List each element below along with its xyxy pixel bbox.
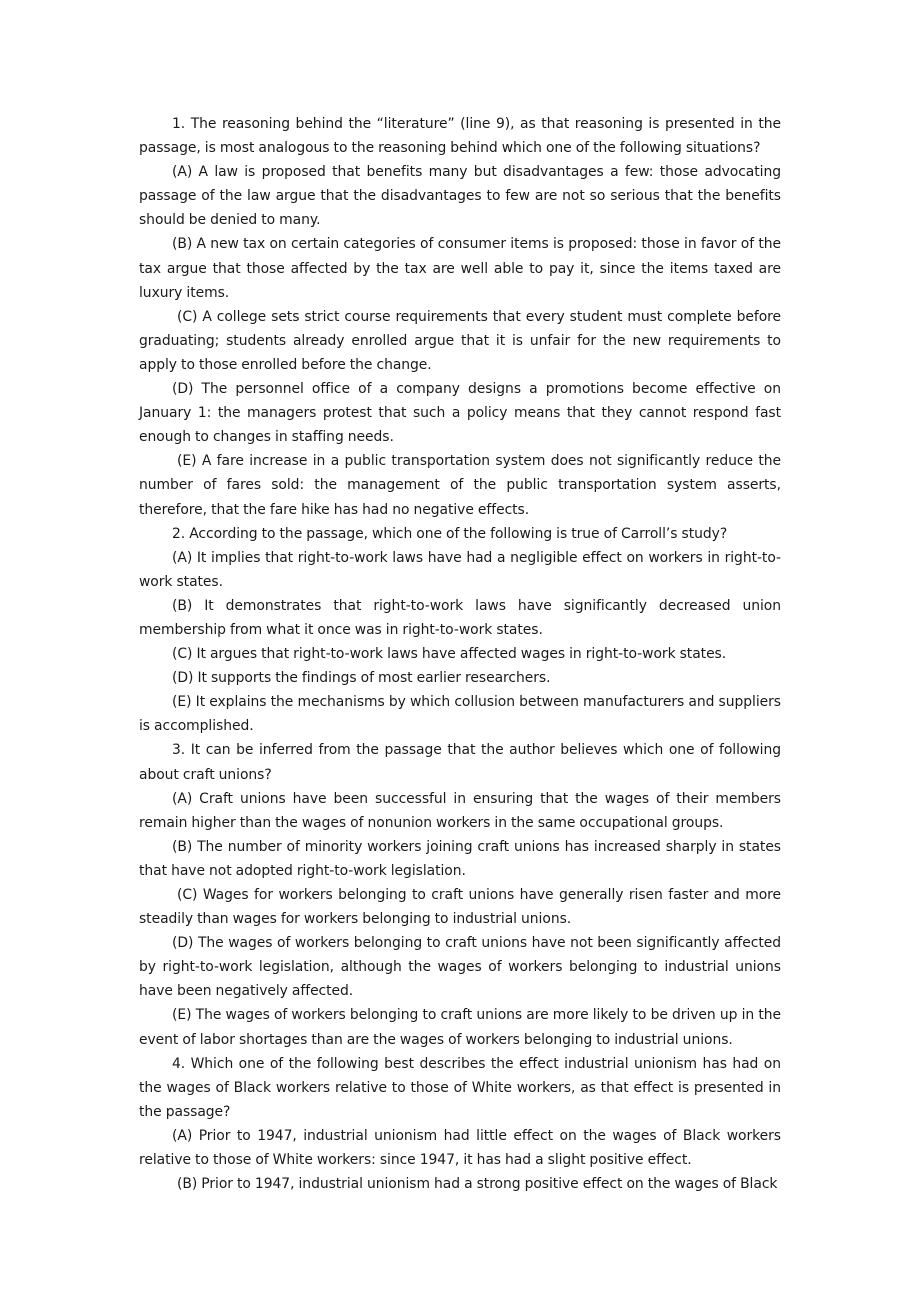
question-1-option-a: (A) A law is proposed that benefits many but disadvantages a few: those advocating passage of the law argue that the disadvantages to few are not so serious that the benefits should be denied to many. bbox=[139, 164, 781, 229]
question-1-option-c: (C) A college sets strict course requirements that every student must complete before graduating; students already enrolled argue that it is unfair for the new requirements to apply to those enrolled before the change. bbox=[139, 308, 781, 373]
question-3-option-d: (D) The wages of workers belonging to craft unions have not been significantly affected by right-to-work legislation, although the wages of workers belonging to industrial unions have been negatively affected. bbox=[139, 935, 781, 1000]
question-3-option-b: (B) The number of minority workers joining craft unions has increased sharply in states that have not adopted right-to-work legislation. bbox=[139, 838, 781, 879]
question-1-option-d: (D) The personnel office of a company designs a promotions become effective on January 1: the managers protest that such a policy means that they cannot respond fast enough to changes in staffing needs. bbox=[139, 381, 781, 446]
question-2-option-e: (E) It explains the mechanisms by which collusion between manufacturers and suppliers is accomplished. bbox=[139, 694, 781, 735]
question-1-option-b: (B) A new tax on certain categories of consumer items is proposed: those in favor of the tax argue that those affected by the tax are well able to pay it, since the items taxed are luxury items. bbox=[139, 236, 781, 301]
question-2-option-d: (D) It supports the findings of most earlier researchers. bbox=[172, 670, 551, 687]
question-3-option-c: (C) Wages for workers belonging to craft unions have generally risen faster and more steadily than wages for workers belonging to industrial unions. bbox=[139, 887, 781, 928]
question-2-option-c: (C) It argues that right-to-work laws have affected wages in right-to-work states. bbox=[172, 646, 727, 663]
question-4-option-b: (B) Prior to 1947, industrial unionism had a strong positive effect on the wages of Black bbox=[177, 1176, 778, 1193]
question-2-option-a: (A) It implies that right-to-work laws have had a negligible effect on workers in right-to-work states. bbox=[139, 549, 781, 590]
question-4-stem: 4. Which one of the following best describes the effect industrial unionism has had on the wages of Black workers relative to those of White workers, as that effect is presented in the passage? bbox=[139, 1055, 781, 1120]
document-page bbox=[139, 112, 781, 1196]
question-1-stem: 1. The reasoning behind the “literature” (line 9), as that reasoning is presented in the passage, is most analogous to the reasoning behind which one of the following situations? bbox=[139, 116, 781, 157]
question-2-option-b: (B) It demonstrates that right-to-work laws have significantly decreased union membership from what it once was in right-to-work states. bbox=[139, 597, 781, 638]
question-3-option-e: (E) The wages of workers belonging to craft unions are more likely to be driven up in the event of labor shortages than are the wages of workers belonging to industrial unions. bbox=[139, 1007, 781, 1048]
question-3-stem: 3. It can be inferred from the passage that the author believes which one of following about craft unions? bbox=[139, 742, 781, 783]
question-3-option-a: (A) Craft unions have been successful in ensuring that the wages of their members remain higher than the wages of nonunion workers in the same occupational groups. bbox=[139, 790, 781, 831]
question-4-option-a: (A) Prior to 1947, industrial unionism had little effect on the wages of Black workers relative to those of White workers: since 1947, it has had a slight positive effect. bbox=[139, 1127, 781, 1169]
question-2-stem: 2. According to the passage, which one of the following is true of Carroll’s study? bbox=[172, 525, 728, 542]
question-1-option-e: (E) A fare increase in a public transportation system does not significantly reduce the number of fares sold: the management of the public transportation system asserts, therefore, that the fare hike has had no negative effects. bbox=[139, 453, 781, 518]
